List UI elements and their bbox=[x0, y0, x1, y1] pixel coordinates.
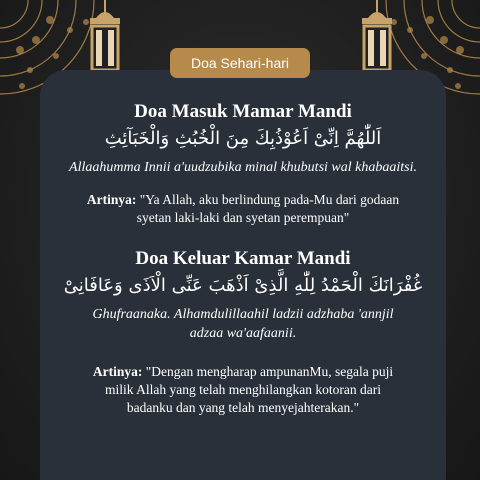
card-content bbox=[40, 100, 446, 417]
meaning bbox=[82, 363, 404, 417]
transliteration: Allaahumma Innii a'uudzubika minal khubutsi wal khabaaitsi. bbox=[69, 160, 417, 175]
section-title: Doa Keluar Kamar Mandi bbox=[135, 248, 351, 269]
meaning bbox=[80, 191, 406, 227]
arabic-text: اَللّٰهُمَّ اِنِّىْ اَعُوْذُبِكَ مِنَ الْخُبُثِ وَالْخَبَآئِثِ bbox=[104, 128, 382, 149]
arabic-text: غُفْرَانَكَ الْحَمْدُ لِلّٰهِ الَّذِىْ اَذْهَبَ عَنِّى الْاَذَى وَعَافَانِىْ bbox=[63, 275, 423, 296]
section-doa-keluar bbox=[40, 247, 446, 417]
meaning-text: "Ya Allah, aku berlindung pada-Mu dari godaan syetan laki-laki dan syetan perempuan" bbox=[136, 192, 400, 225]
transliteration: Ghufraanaka. Alhamdulillaahil ladzii adzhaba 'annjil adzaa wa'aafaanii. bbox=[92, 307, 394, 341]
meaning-label: Artinya: bbox=[86, 192, 137, 207]
meaning-label: Artinya: bbox=[92, 364, 143, 379]
meaning-text: "Dengan mengharap ampunanMu, segala puji milik Allah yang telah menghilangkan kotoran dari badanku dan yang telah menyejahterakan." bbox=[105, 364, 394, 415]
category-badge: Doa Sehari-hari bbox=[170, 48, 310, 78]
section-doa-masuk bbox=[40, 100, 446, 227]
section-title: Doa Masuk Mamar Mandi bbox=[134, 101, 352, 122]
